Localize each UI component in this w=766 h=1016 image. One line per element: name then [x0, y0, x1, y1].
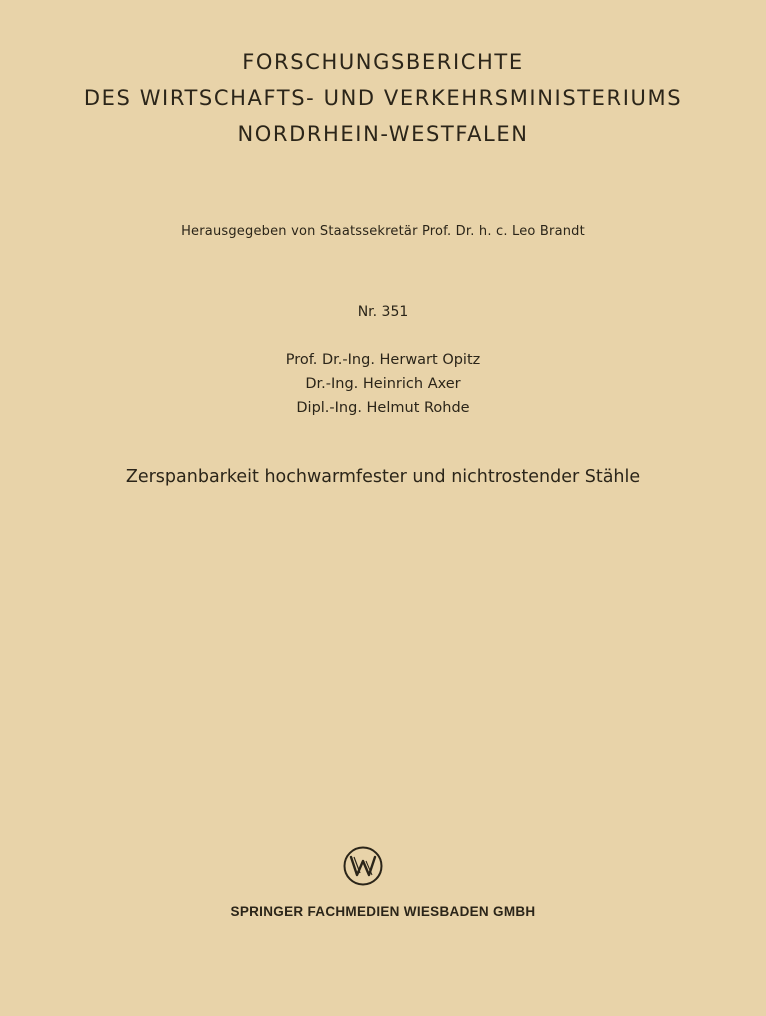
publisher-name: SPRINGER FACHMEDIEN WIESBADEN GMBH [230, 904, 536, 919]
author-3: Dipl.-Ing. Helmut Rohde [296, 400, 470, 416]
report-number: Nr. 351 [357, 304, 409, 320]
series-line-2: DES WIRTSCHAFTS- UND VERKEHRSMINISTERIUMS [83, 86, 683, 110]
author-list [0, 348, 766, 420]
series-line-1: FORSCHUNGSBERICHTE [242, 50, 524, 74]
book-title: Zerspanbarkeit hochwarmfester und nichtrostender Stähle [125, 467, 641, 487]
editor-line: Herausgegeben von Staatssekretär Prof. Dr. h. c. Leo Brandt [181, 224, 585, 239]
author-2: Dr.-Ing. Heinrich Axer [305, 376, 461, 392]
publisher-w-logo-icon [343, 846, 383, 886]
author-1: Prof. Dr.-Ing. Herwart Opitz [285, 352, 481, 368]
series-line-3: NORDRHEIN-WESTFALEN [237, 122, 529, 146]
series-heading [0, 44, 766, 152]
